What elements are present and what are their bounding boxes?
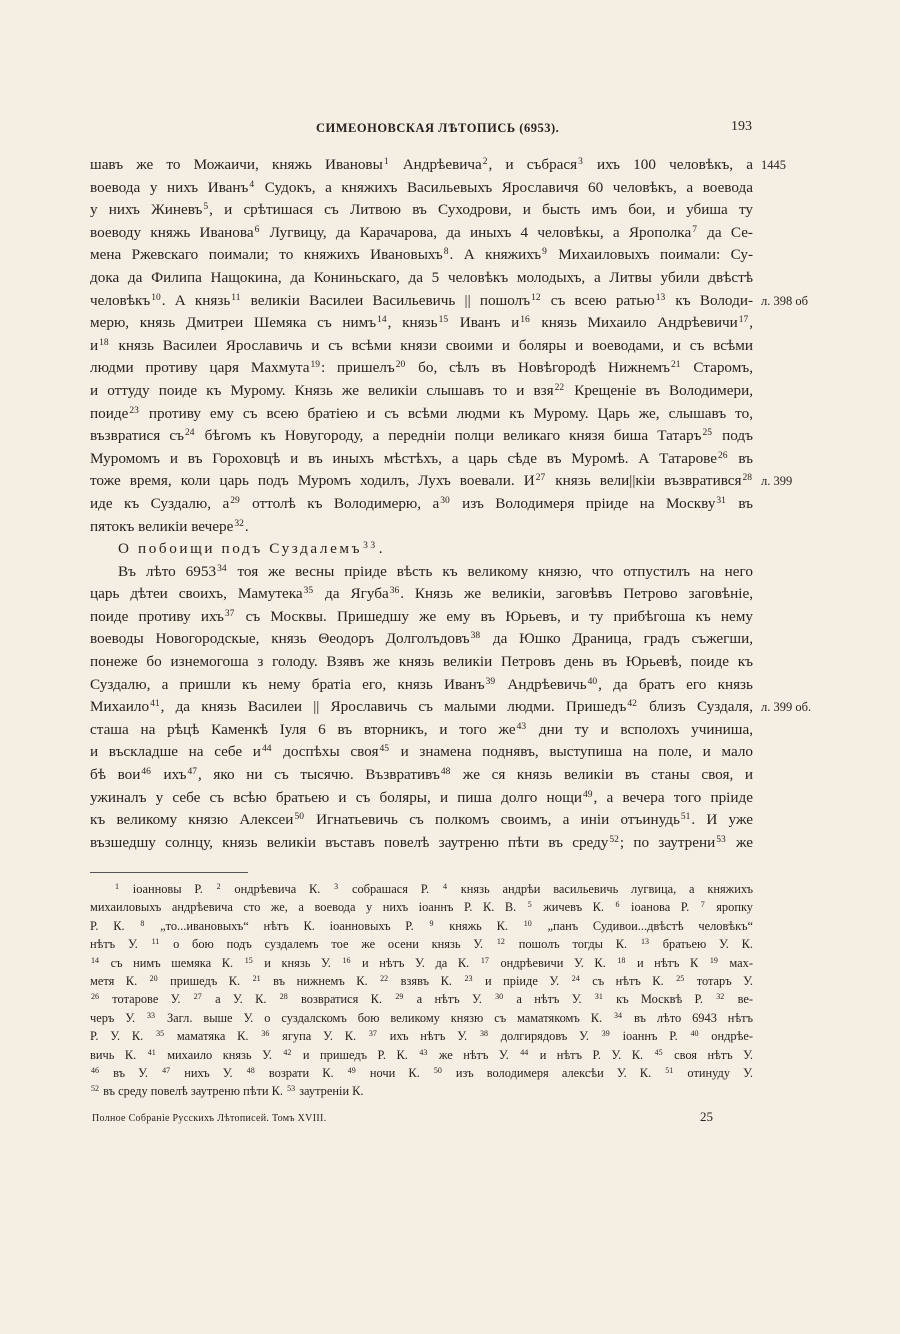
text-line: мерю, князь Дмитреи Шемяка съ нимъ$^{14}$, князь$^{15}$ Иванъ $и^{16}$ князь Михаило Андрѣевичи$^{17}$, (90, 314, 753, 332)
footnote-line: $^{46}$ въ У. $^{47}$ нихъ У. $^{48}$ возрати К. $^{49}$ ночи К. $^{50}$ изъ володимеря алексѣи У. К. $^{51}$ отинуду У. (91, 1065, 753, 1080)
text-line: воеводы Новогородскые, князь Θеодоръ Долголъдовъ$^{38}$ да Юшко Драница, градъ съжегши, (90, 630, 753, 648)
text-line: человѣкъ$^{10}$. А князь$^{11}$ великіи Василеи Васильевичь || пошолъ$^{12}$ съ всею ратью$^{13}$ къ Володи- (90, 291, 753, 309)
text-line: възвратися $съ^{24}$ бѣгомъ къ Новугороду, а передніи полци великаго князя биша Татаръ$^{25}$ подъ (90, 427, 753, 445)
text-line: Суздалю, а пришли къ нему братіа его, князь Иванъ$^{39}$ Андрѣевичь$^{40}$, да братъ его князь (90, 675, 753, 693)
text-line: мена Ржевскаго поимали; то княжихъ Ивановыхъ$^8$. А княжихъ$^9$ Михаиловыхъ поимали: Су- (90, 246, 753, 264)
footnote-line: $^{14}$ съ нимъ шемяка К. $^{15}$ и князь У. $^{16}$ и нѣтъ У. да К. $^{17}$ ондрѣевичи У. К. $^{18}$ и нѣтъ К $^{19}$ мах- (91, 955, 753, 970)
text-line: воевода у нихъ Иванъ$^4$ Судокъ, а княжихъ Васильевыхъ Ярославичя 60 человѣкъ, а воевода (90, 178, 753, 196)
text-line: бѣ вои$^{46}$ ихъ$^{47}$, яко ни съ тысячю. Възвративъ$^{48}$ же ся князь великіи въ станы своя, и (90, 766, 753, 784)
signature-mark: 25 (700, 1109, 713, 1124)
text-line: $и^{18}$ князь Василеи Ярославичь и съ всѣми князи своими и боляры и воеводами, и съ всѣми (90, 336, 753, 354)
text-line: людми противу царя Махмута$^{19}$: пришелъ$^{20}$ бо, сѣлъ въ Новѣгородѣ Нижнемъ$^{21}$ Старомъ, (90, 359, 753, 377)
margin-folio: л. 398 об (761, 294, 808, 308)
footnote-line: вичь К. $^{41}$ михаило князь У. $^{42}$ и пришедъ Р. К. $^{43}$ же нѣтъ У. $^{44}$ и нѣтъ Р. У. К. $^{45}$ своя нѣтъ У. (90, 1047, 753, 1062)
text-line: царь дѣтеи своихъ, Мамутека$^{35}$ да Ягуба$^{36}$. Князь же великіи, заговѣвъ Петрово заговѣніе, (90, 585, 753, 603)
footnote-line: $^{52}$ въ среду повелѣ заутреню пѣти К. $^{53}$ заутреніи К. (91, 1084, 364, 1099)
footnote-line: черъ У. $^{33}$ Загл. выше У. о суздалскомъ бою великому князю съ маматякомъ К. $^{34}$ въ лѣто 6943 нѣтъ (90, 1010, 753, 1025)
main-text (90, 154, 753, 854)
text-line: дока да Филипа Нащокина, да Кониньскаго, да 5 человѣкъ молодыхъ, а Литвы убили двѣстѣ (90, 268, 753, 286)
text-line: воеводу княжь Иванова$^6$ Лугвицу, да Карачарова, да иныхъ 4 человѣкы, а Ярополка$^7$ да Се- (90, 223, 753, 241)
margin-folio: л. 399 об. (761, 700, 812, 714)
text-line: иде къ Суздалю, $а^{29}$ оттолѣ къ Володимерю, $а^{30}$ изъ Володимеря пріиде на Москву$^{31}$ въ (90, 494, 753, 512)
text-line: понеже бо изнемогоша з голоду. Взявъ же князь великіи Петровъ день въ Юрьевѣ, поиде къ (90, 653, 753, 671)
text-line: ужиналъ у себе съ всѣю братьею и съ боляры, и пиша долго нощи$^{49}$, а вечера того пріиде (90, 788, 753, 806)
margin-folio: л. 399 (761, 474, 793, 488)
text-line: и оттуду поиде къ Мурому. Князь же великіи слышавъ то и взя$^{22}$ Крещеніе въ Володимери, (90, 381, 753, 399)
footnote-line: $^{26}$ тотарове У. $^{27}$ а У. К. $^{28}$ возвратися К. $^{29}$ а нѣтъ У. $^{30}$ а нѣтъ У. $^{31}$ къ Москвѣ Р. $^{32}$ ве- (91, 992, 753, 1007)
footnote-line: нѣтъ У. $^{11}$ о бою подъ суздалемъ тое же осени князь У. $^{12}$ пошолъ тогды К. $^{13}$ братьею У. К. (90, 937, 753, 952)
text-line: поиде$^{23}$ противу ему съ всею братіею и съ всѣми людми къ Мурому. Царь же, слышавъ то, (90, 404, 753, 422)
text-line: Въ лѣто 6953$^{34}$ тоя же весны пріиде вѣсть къ великому князю, что отпустилъ на него (118, 562, 753, 580)
footnote-line: метя К. $^{20}$ пришедъ К. $^{21}$ въ нижнемъ К. $^{22}$ взявъ К. $^{23}$ и пріиде У. $^{24}$ съ нѣтъ К. $^{25}$ тотаръ У. (90, 973, 753, 988)
footnote-divider (90, 872, 248, 873)
text-line: тоже время, коли царь подъ Муромъ ходилъ, Лухъ воевали. $И^{27}$ князь вели||кіи възвратився$^{28}$ (90, 472, 753, 490)
text-line: къ великому князю Алексеи$^{50}$ Игнатьевичь съ полкомъ своимъ, а иніи отъинудь$^{51}$. И уже (90, 811, 753, 829)
footnotes (90, 880, 753, 1101)
text-line: поиде противу ихъ$^{37}$ съ Москвы. Пришедшу же ему въ Юрьевъ, и ту прибѣгоша къ нему (90, 607, 753, 625)
text-line: Муромомъ и въ Гороховцѣ и въ иныхъ мѣстѣхъ, а царь сѣде въ Муромѣ. А Татарове$^{26}$ въ (90, 449, 753, 467)
text-line: у нихъ Жиневъ$^5$, и срѣтишася съ Литвою въ Суходрови, и бысть имъ бои, и убиша ту (90, 201, 753, 219)
page-title: СИМЕОНОВСКАЯ ЛѢТОПИСЬ (6953). (316, 121, 560, 135)
page-number: 193 (731, 119, 752, 134)
text-line: Михаило$^{41}$, да князь Василеи || Ярославичь съ малыми людми. Пришедъ$^{42}$ близъ Суздаля, (90, 698, 753, 716)
footnote-line: $^1$ іоанновы Р. $^2$ ондрѣевича К. $^3$ собрашася Р. $^4$ князь андрѣи васильевичь лугвица, а княжихъ (115, 882, 753, 896)
text-line: възшедшу солнцу, князь великіи въставъ повелѣ заутреню пѣти въ среду$^{52}$; по заутрени$^{53}$ же (90, 833, 753, 851)
text-line: и въскладше на себе $и^{44}$ доспѣхы своя$^{45}$ и знамена поднявъ, выступиша на поле, и мало (90, 743, 753, 761)
footnote-line: михаиловыхъ андрѣевича сто же, а воевода у нихъ іоаннъ Р. К. В. $^5$ жичевъ К. $^6$ іоанова Р. $^7$ яропку (90, 900, 753, 915)
series-title: Полное Собраніе Русскихъ Лѣтописей. Томъ XVIII. (92, 1113, 327, 1124)
text-line: шавъ же то Можаичи, княжь Ивановы$^1$ Андрѣевича$^2$, и събрася$^3$ ихъ 100 человѣкъ, а (90, 156, 753, 173)
margin-year: 1445 (761, 158, 786, 172)
text-line: пятокъ великіи вечере$^{32}$. (90, 517, 249, 535)
text-line: сташа на рѣцѣ Каменкѣ Іуля 6 въ вторникъ, и того $же^{43}$ дни ту и всполохъ учиниша, (90, 720, 753, 738)
footnote-line: Р. К. $^8$ „то...ивановыхъ“ нѣтъ К. іоанновыхъ Р. $^9$ княжь К. $^{10}$ „панъ Судивои...двѣстѣ человѣкъ“ (90, 918, 753, 933)
section-heading: О побоищи подъ Суздалемъ$^{33}$. (118, 540, 386, 558)
footnote-line: Р. У. К. $^{35}$ маматяка К. $^{36}$ ягупа У. К. $^{37}$ ихъ нѣтъ У. $^{38}$ долгирядовъ У. $^{39}$ іоаннъ Р. $^{40}$ ондрѣе- (90, 1029, 753, 1044)
